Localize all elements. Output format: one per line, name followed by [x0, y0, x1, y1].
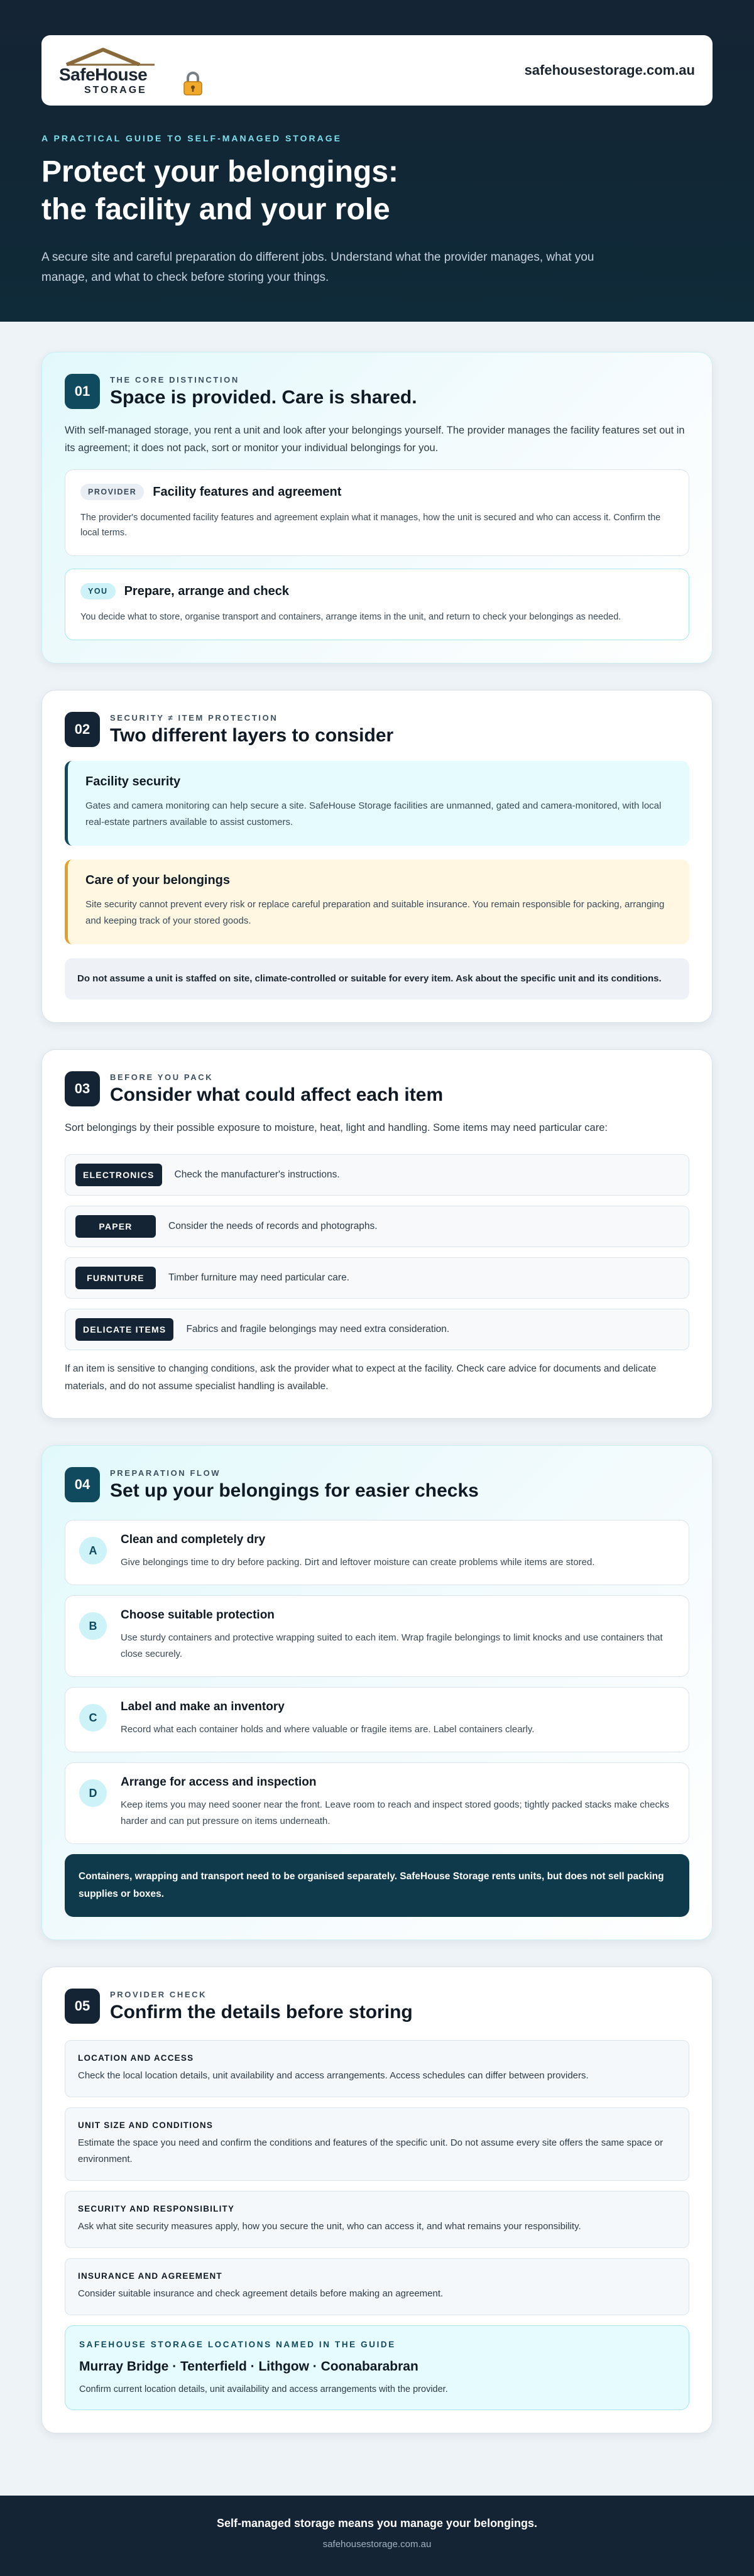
section-title: Two different layers to consider [110, 724, 394, 746]
step-title: Label and make an inventory [121, 1700, 285, 1713]
section-header [65, 1467, 689, 1502]
step-item [65, 1762, 689, 1844]
supplies-note: Containers, wrapping and transport need to be organised separately. SafeHouse Storage rents units, but does not sell packing supplies or boxes. [65, 1854, 689, 1917]
step-text: Keep items you may need sooner near the front. Leave room to reach and inspect stored goods; tightly packed stacks make checks harder and can put pressure on items underneath. [121, 1799, 669, 1826]
step-text: Give belongings time to dry before packing. Dirt and leftover moisture can create problems while items are stored. [121, 1557, 595, 1568]
section-number: 05 [65, 1989, 100, 2024]
section-number: 03 [65, 1071, 100, 1106]
check-text: Consider suitable insurance and check agreement details before making an agreement. [78, 2288, 444, 2299]
section-eyebrow: THE CORE DISTINCTION [110, 374, 239, 385]
section-titles [110, 1990, 413, 2023]
roof-icon [64, 47, 158, 66]
item-tag-furniture: FURNITURE [75, 1267, 156, 1289]
section-title: Space is provided. Care is shared. [110, 386, 417, 408]
page-title-line2: the facility and your role [41, 193, 390, 226]
item-text: Consider the needs of records and photographs. [168, 1221, 378, 1231]
section-eyebrow: SECURITY ≠ ITEM PROTECTION [110, 712, 278, 723]
step-badge: C [79, 1704, 107, 1732]
check-title: SECURITY AND RESPONSIBILITY [78, 2204, 235, 2213]
section-intro: Sort belongings by their possible exposure to moisture, heat, light and handling. Some items may need particular care: [65, 1122, 608, 1133]
section-security-layers [41, 690, 713, 1023]
logo[interactable] [58, 43, 158, 97]
locations-box [65, 2325, 689, 2410]
locations-note: Confirm current location details, unit availability and access arrangements with the provider. [79, 2384, 448, 2394]
step-list [65, 1520, 689, 1844]
you-pill: YOU [80, 583, 116, 599]
item-tag-electronics: ELECTRONICS [75, 1164, 162, 1186]
section-provider-check [41, 1967, 713, 2433]
belongings-care-box [65, 860, 689, 944]
section-eyebrow: PROVIDER CHECK [110, 1989, 207, 1999]
page-title-line1: Protect your belongings: [41, 155, 399, 188]
footer-domain-link[interactable]: safehousestorage.com.au [322, 2539, 432, 2550]
provider-pill: PROVIDER [80, 484, 144, 500]
check-item [65, 2040, 689, 2097]
section-titles [110, 1072, 443, 1106]
step-body [121, 1700, 534, 1738]
step-item [65, 1595, 689, 1677]
step-title: Arrange for access and inspection [121, 1776, 317, 1789]
hero [0, 0, 754, 322]
facility-security-title: Facility security [85, 775, 181, 789]
you-text: You decide what to store, organise transport and containers, arrange items in the unit, and return to check your belongings as needed. [80, 612, 621, 622]
step-body [121, 1608, 675, 1662]
section-titles [110, 713, 393, 746]
list-item [65, 1206, 689, 1247]
section-core-distinction [41, 352, 713, 663]
section-eyebrow: BEFORE YOU PACK [110, 1072, 214, 1082]
check-text: Estimate the space you need and confirm the conditions and features of the specific unit. Do not assume every site offers the same space or environment. [78, 2137, 664, 2164]
lock-icon [182, 71, 204, 96]
logo-house [58, 43, 158, 97]
locations-list: Murray Bridge · Tenterfield · Lithgow · Coonabarabran [79, 2359, 418, 2374]
step-title: Clean and completely dry [121, 1533, 266, 1546]
footer [0, 2496, 754, 2576]
step-item [65, 1687, 689, 1752]
belongings-care-title: Care of your belongings [85, 873, 231, 887]
provider-head [80, 484, 674, 500]
step-text: Record what each container holds and where valuable or fragile items are. Label containers clearly. [121, 1724, 535, 1735]
step-badge: B [79, 1612, 107, 1640]
section-title: Confirm the details before storing [110, 2001, 413, 2022]
section-header [65, 374, 689, 409]
section-eyebrow: PREPARATION FLOW [110, 1468, 221, 1478]
footer-tagline: Self-managed storage means you manage your belongings. [216, 2517, 538, 2530]
section-number: 04 [65, 1467, 100, 1502]
hero-lede: A secure site and careful preparation do different jobs. Understand what the provider manages, what you manage, and what to check before storing your things. [41, 251, 594, 284]
section-titles [110, 375, 417, 408]
page-title [41, 153, 557, 229]
section-intro: With self-managed storage, you rent a unit and look after your belongings yourself. The provider manages the facility features set out in its agreement; it does not pack, sort or monitor your individual belongings for you. [65, 425, 685, 454]
hero-eyebrow: A PRACTICAL GUIDE TO SELF-MANAGED STORAGE [41, 133, 342, 143]
facility-security-box [65, 761, 689, 846]
section-header [65, 712, 689, 747]
assumption-note: Do not assume a unit is staffed on site, climate-controlled or suitable for every item. Ask about the specific unit and its conditions. [65, 958, 689, 1000]
main-content [0, 322, 754, 2433]
check-list [65, 2040, 689, 2315]
list-item [65, 1309, 689, 1350]
section-title: Set up your belongings for easier checks [110, 1480, 479, 1501]
you-title: Prepare, arrange and check [124, 584, 289, 598]
step-badge: D [79, 1779, 107, 1807]
step-item [65, 1520, 689, 1585]
step-badge: A [79, 1537, 107, 1564]
check-item [65, 2107, 689, 2181]
logo-name: SafeHouse [59, 65, 148, 84]
section-number: 01 [65, 374, 100, 409]
check-text: Check the local location details, unit availability and access arrangements. Access schedules can differ between providers. [78, 2070, 589, 2081]
list-item [65, 1154, 689, 1196]
item-tag-paper: PAPER [75, 1215, 156, 1238]
logo-sub: STORAGE [84, 85, 147, 96]
section-footnote: If an item is sensitive to changing conditions, ask the provider what to expect at the facility. Check care advice for documents and delicate materials, and do not assume specialist handling is available. [65, 1363, 657, 1392]
check-item [65, 2258, 689, 2315]
provider-text: The provider's documented facility features and agreement explain what it manages, how the unit is secured and who can access it. Confirm the local terms. [80, 513, 661, 538]
section-number: 02 [65, 712, 100, 747]
item-list [65, 1154, 689, 1350]
item-text: Timber furniture may need particular care. [168, 1272, 350, 1283]
you-box [65, 569, 689, 640]
section-title: Consider what could affect each item [110, 1084, 444, 1105]
provider-title: Facility features and agreement [153, 484, 342, 499]
section-preparation-flow [41, 1445, 713, 1940]
step-body [121, 1776, 675, 1830]
you-head [80, 583, 674, 599]
section-before-you-pack [41, 1049, 713, 1419]
check-text: Ask what site security measures apply, how you secure the unit, who can access it, and what remains your responsibility. [78, 2221, 581, 2232]
item-text: Fabrics and fragile belongings may need extra consideration. [186, 1324, 450, 1334]
belongings-care-text: Site security cannot prevent every risk or replace careful preparation and suitable insurance. You remain responsible for packing, arranging and keeping track of your stored goods. [85, 899, 665, 926]
provider-box [65, 469, 689, 556]
step-title: Choose suitable protection [121, 1608, 275, 1622]
item-tag-delicate: DELICATE ITEMS [75, 1318, 173, 1341]
check-item [65, 2191, 689, 2248]
item-text: Check the manufacturer's instructions. [174, 1169, 340, 1180]
facility-security-text: Gates and camera monitoring can help secure a site. SafeHouse Storage facilities are unmanned, gated and camera-monitored, with local real-estate partners available to assist customers. [85, 800, 662, 827]
section-titles [110, 1468, 479, 1502]
check-title: LOCATION AND ACCESS [78, 2053, 194, 2063]
check-title: INSURANCE AND AGREEMENT [78, 2271, 222, 2281]
brand-bar [41, 35, 713, 106]
locations-eyebrow: SAFEHOUSE STORAGE LOCATIONS NAMED IN THE GUIDE [79, 2340, 396, 2349]
section-header [65, 1071, 689, 1106]
step-text: Use sturdy containers and protective wrapping suited to each item. Wrap fragile belongings to limit knocks and use containers that close securely. [121, 1632, 663, 1659]
check-title: UNIT SIZE AND CONDITIONS [78, 2120, 214, 2130]
brand-domain[interactable]: safehousestorage.com.au [524, 62, 695, 78]
step-body [121, 1533, 595, 1571]
section-header [65, 1989, 689, 2024]
list-item [65, 1257, 689, 1299]
